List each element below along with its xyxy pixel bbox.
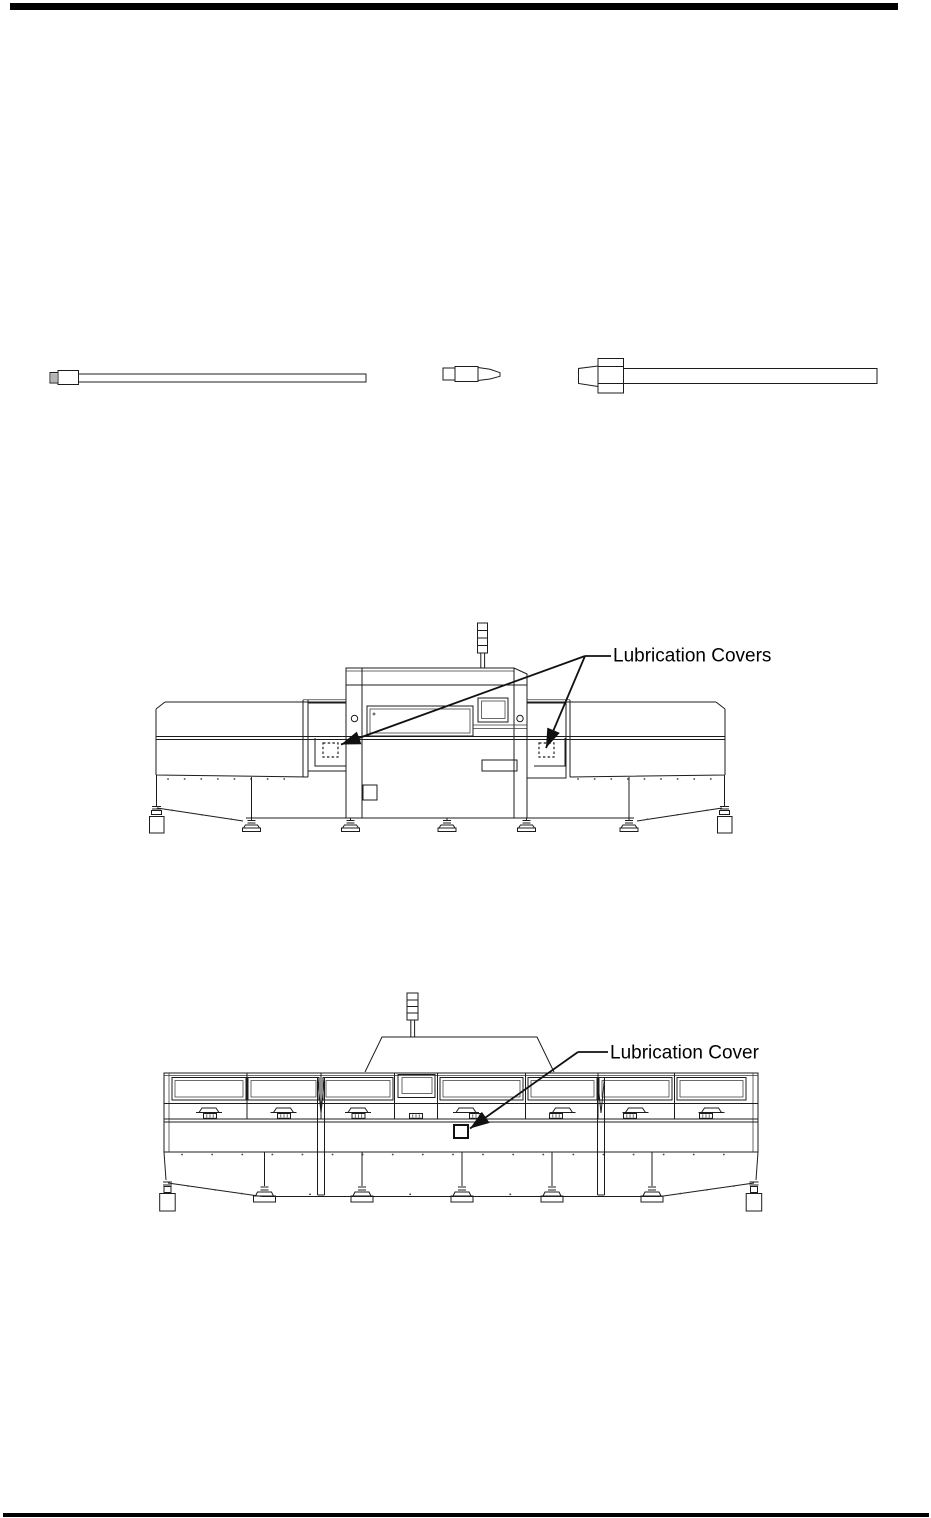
lubrication-covers-label: Lubrication Covers — [613, 645, 772, 667]
leader-arrow-left — [341, 656, 585, 745]
machine2-callout — [470, 1043, 760, 1129]
machine2-hood — [365, 1037, 554, 1072]
machine2-base-frame — [160, 1152, 762, 1211]
grease-nozzle-tip-icon — [443, 367, 500, 382]
machine1-base-frame — [150, 775, 733, 833]
machine2-body — [164, 1073, 758, 1195]
grease-extension-tube-icon — [50, 371, 366, 385]
lubrication-cover-label: Lubrication Cover — [610, 1042, 759, 1064]
machine1-cabinet — [346, 668, 527, 818]
grease-gun-adapter-rod-icon — [579, 359, 878, 394]
machine-figure-2 — [160, 993, 762, 1211]
front-window — [367, 706, 473, 736]
operation-monitor-2 — [398, 1075, 435, 1098]
lubrication-cover — [454, 1125, 468, 1138]
lubrication-cover-left — [323, 743, 338, 757]
right-knob-icon — [517, 715, 523, 721]
leader-arrow — [470, 1052, 578, 1129]
lubrication-tools-figure — [50, 359, 877, 394]
machine2-windows — [172, 1078, 746, 1101]
machine-figure-1 — [150, 623, 772, 833]
left-knob-icon — [351, 715, 357, 721]
signal-tower-icon-2 — [407, 993, 418, 1037]
signal-tower-icon — [478, 623, 488, 668]
